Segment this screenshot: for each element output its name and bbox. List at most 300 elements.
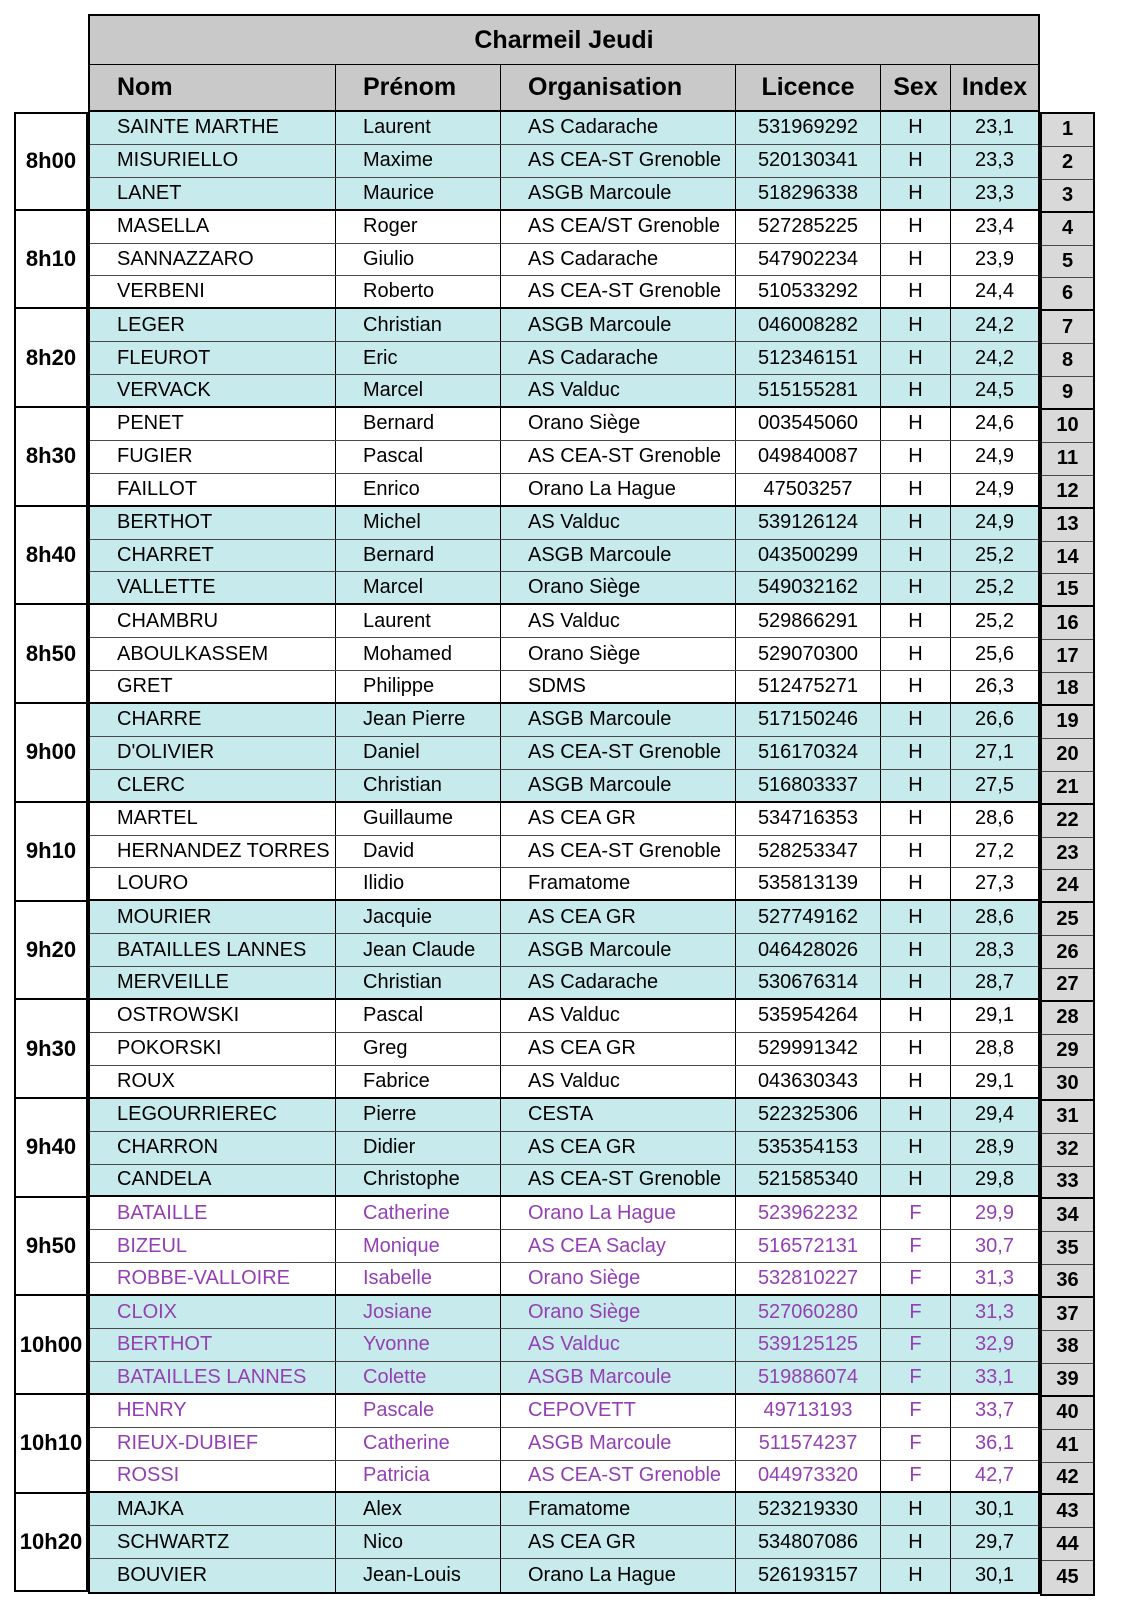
cell-prenom: Enrico: [335, 474, 500, 505]
cell-nom: FUGIER: [117, 445, 193, 468]
time-slot-cell: 8h20: [14, 309, 88, 408]
table-row: [90, 934, 1038, 967]
table-row: [90, 1197, 1038, 1230]
cell-prenom: Greg: [335, 1033, 500, 1065]
cell-index: 26,3: [950, 671, 1038, 702]
cell-prenom: Pascal: [335, 1000, 500, 1032]
cell-sex: H: [880, 507, 950, 539]
row-number-cell: 6: [1042, 278, 1093, 311]
cell-nom: CANDELA: [117, 1168, 212, 1191]
cell-nom: HERNANDEZ TORRES: [117, 840, 330, 863]
cell-sex: H: [880, 901, 950, 933]
cell-organisation: ASGB Marcoule: [500, 1428, 735, 1460]
cell-index: 29,4: [950, 1099, 1038, 1131]
cell-licence: 527285225: [735, 211, 880, 243]
cell-index: 28,9: [950, 1132, 1038, 1164]
cell-nom: HENRY: [117, 1399, 187, 1422]
table-row: [90, 375, 1038, 408]
row-number-cell: 19: [1042, 706, 1093, 739]
cell-nom: FAILLOT: [117, 477, 198, 500]
table-row: [90, 1461, 1038, 1494]
cell-organisation: AS Cadarache: [500, 244, 735, 276]
cell-sex: H: [880, 408, 950, 440]
cell-sex: H: [880, 244, 950, 276]
table-row: [90, 836, 1038, 869]
time-slot-cell: 9h20: [14, 902, 88, 1001]
cell-organisation: Orano La Hague: [500, 1559, 735, 1592]
cell-licence: 527060280: [735, 1296, 880, 1328]
cell-sex: H: [880, 1000, 950, 1032]
cell-index: 25,2: [950, 572, 1038, 603]
cell-index: 24,4: [950, 276, 1038, 307]
cell-prenom: Alex: [335, 1493, 500, 1525]
cell-licence: 532810227: [735, 1263, 880, 1294]
cell-licence: 511574237: [735, 1428, 880, 1460]
cell-sex: H: [880, 967, 950, 998]
cell-prenom: Eric: [335, 342, 500, 374]
table-row: [90, 803, 1038, 836]
table-row: [90, 211, 1038, 244]
row-number-column: [1040, 112, 1095, 1596]
cell-sex: H: [880, 375, 950, 406]
cell-index: 28,6: [950, 803, 1038, 835]
table-row: [90, 1263, 1038, 1296]
cell-nom: RIEUX-DUBIEF: [117, 1432, 259, 1455]
table-row: [90, 1559, 1038, 1592]
time-slot-cell: 8h00: [14, 112, 88, 211]
cell-prenom: Christian: [335, 967, 500, 998]
cell-nom: MOURIER: [117, 905, 212, 928]
cell-organisation: Orano Siège: [500, 638, 735, 670]
cell-organisation: AS CEA-ST Grenoble: [500, 276, 735, 307]
cell-index: 31,3: [950, 1263, 1038, 1294]
time-slot-cell: 10h00: [14, 1296, 88, 1395]
cell-organisation: AS Cadarache: [500, 342, 735, 374]
row-number-cell: 9: [1042, 377, 1093, 410]
row-number-cell: 38: [1042, 1331, 1093, 1364]
table-row: [90, 1428, 1038, 1461]
cell-sex: H: [880, 803, 950, 835]
row-number-cell: 24: [1042, 870, 1093, 903]
cell-prenom: Christian: [335, 770, 500, 801]
table-row: [90, 540, 1038, 573]
time-slot-cell: 10h10: [14, 1395, 88, 1494]
cell-index: 42,7: [950, 1461, 1038, 1492]
cell-organisation: CEPOVETT: [500, 1395, 735, 1427]
cell-sex: H: [880, 737, 950, 769]
time-slot-cell: 9h50: [14, 1198, 88, 1297]
cell-index: 24,9: [950, 474, 1038, 505]
cell-licence: 046428026: [735, 934, 880, 966]
cell-prenom: Isabelle: [335, 1263, 500, 1294]
cell-licence: 539126124: [735, 507, 880, 539]
cell-index: 29,1: [950, 1000, 1038, 1032]
row-number-cell: 39: [1042, 1364, 1093, 1397]
cell-licence: 044973320: [735, 1461, 880, 1492]
cell-prenom: Bernard: [335, 540, 500, 572]
cell-prenom: Ilidio: [335, 868, 500, 899]
cell-prenom: Guillaume: [335, 803, 500, 835]
row-number-cell: 3: [1042, 180, 1093, 213]
cell-organisation: AS CEA-ST Grenoble: [500, 145, 735, 177]
cell-licence: 534716353: [735, 803, 880, 835]
cell-sex: H: [880, 145, 950, 177]
time-slot-cell: 9h40: [14, 1099, 88, 1198]
cell-index: 27,2: [950, 836, 1038, 868]
cell-nom: BIZEUL: [117, 1234, 188, 1257]
cell-organisation: Orano Siège: [500, 408, 735, 440]
cell-nom: VALLETTE: [117, 576, 216, 599]
cell-nom: LOURO: [117, 872, 189, 895]
cell-licence: 520130341: [735, 145, 880, 177]
cell-licence: 519886074: [735, 1362, 880, 1393]
cell-nom: BATAILLES LANNES: [117, 938, 307, 961]
cell-prenom: Giulio: [335, 244, 500, 276]
table-row: [90, 474, 1038, 507]
cell-organisation: AS CEA-ST Grenoble: [500, 441, 735, 473]
cell-nom: MARTEL: [117, 807, 198, 830]
cell-nom: SAINTE MARTHE: [117, 116, 279, 139]
column-header-nom: Nom: [117, 73, 173, 101]
cell-index: 24,9: [950, 507, 1038, 539]
table-row: [90, 276, 1038, 309]
table-row: [90, 901, 1038, 934]
cell-licence: 531969292: [735, 112, 880, 144]
cell-nom: ABOULKASSEM: [117, 642, 269, 665]
cell-sex: H: [880, 1526, 950, 1558]
cell-nom: MERVEILLE: [117, 971, 229, 994]
cell-licence: 528253347: [735, 836, 880, 868]
cell-sex: H: [880, 638, 950, 670]
cell-licence: 539125125: [735, 1329, 880, 1361]
cell-nom: ROUX: [117, 1069, 175, 1092]
cell-licence: 526193157: [735, 1559, 880, 1592]
cell-nom: OSTROWSKI: [117, 1004, 240, 1027]
table-row: [90, 1033, 1038, 1066]
cell-organisation: ASGB Marcoule: [500, 1362, 735, 1393]
row-number-cell: 33: [1042, 1167, 1093, 1200]
cell-sex: F: [880, 1296, 950, 1328]
table-row: [90, 1395, 1038, 1428]
cell-nom: SCHWARTZ: [117, 1530, 230, 1553]
cell-nom: ROBBE-VALLOIRE: [117, 1267, 291, 1290]
cell-sex: H: [880, 342, 950, 374]
table-row: [90, 737, 1038, 770]
cell-organisation: AS CEA-ST Grenoble: [500, 1165, 735, 1196]
cell-prenom: Pascal: [335, 441, 500, 473]
time-slot-cell: 8h40: [14, 507, 88, 606]
cell-index: 23,3: [950, 178, 1038, 209]
cell-nom: BOUVIER: [117, 1564, 208, 1587]
cell-organisation: Orano La Hague: [500, 1197, 735, 1229]
time-slot-cell: 9h00: [14, 704, 88, 803]
row-number-cell: 28: [1042, 1002, 1093, 1035]
table-row: [90, 1329, 1038, 1362]
table-row: [90, 605, 1038, 638]
column-header-index: Index: [950, 65, 1038, 110]
cell-index: 29,8: [950, 1165, 1038, 1196]
table-row: [90, 112, 1038, 145]
cell-licence: 523219330: [735, 1493, 880, 1525]
table-row: [90, 572, 1038, 605]
cell-prenom: Michel: [335, 507, 500, 539]
cell-index: 29,7: [950, 1526, 1038, 1558]
table-row: [90, 671, 1038, 704]
time-slot-cell: 8h50: [14, 605, 88, 704]
cell-index: 26,6: [950, 704, 1038, 736]
row-number-cell: 22: [1042, 805, 1093, 838]
cell-nom: LANET: [117, 181, 182, 204]
cell-index: 27,5: [950, 770, 1038, 801]
table-row: [90, 244, 1038, 277]
column-header-licence: Licence: [735, 65, 880, 110]
cell-sex: H: [880, 1099, 950, 1131]
row-number-cell: 45: [1056, 1566, 1079, 1589]
cell-index: 23,9: [950, 244, 1038, 276]
cell-index: 27,1: [950, 737, 1038, 769]
cell-index: 28,7: [950, 967, 1038, 998]
cell-licence: 527749162: [735, 901, 880, 933]
cell-licence: 510533292: [735, 276, 880, 307]
cell-nom: VERBENI: [117, 280, 205, 303]
row-number-cell: 7: [1042, 311, 1093, 344]
row-number-cell: 32: [1042, 1134, 1093, 1167]
cell-prenom: Laurent: [335, 112, 500, 144]
cell-licence: 47503257: [735, 474, 880, 505]
row-number-cell: 14: [1042, 542, 1093, 575]
row-number-cell: 42: [1042, 1463, 1093, 1496]
cell-licence: 043630343: [735, 1066, 880, 1097]
cell-licence: 535954264: [735, 1000, 880, 1032]
cell-organisation: SDMS: [500, 671, 735, 702]
cell-sex: H: [880, 540, 950, 572]
row-number-cell: 34: [1042, 1199, 1093, 1232]
cell-index: 28,6: [950, 901, 1038, 933]
cell-sex: H: [880, 1066, 950, 1097]
cell-nom: MASELLA: [117, 215, 210, 238]
cell-index: 23,4: [950, 211, 1038, 243]
cell-index: 33,7: [950, 1395, 1038, 1427]
row-number-cell: 15: [1042, 574, 1093, 607]
cell-sex: H: [880, 572, 950, 603]
cell-sex: H: [880, 309, 950, 341]
cell-sex: H: [880, 1165, 950, 1196]
cell-index: 24,9: [950, 441, 1038, 473]
table-row: [90, 441, 1038, 474]
row-number-cell: 30: [1042, 1068, 1093, 1101]
table-row: [90, 145, 1038, 178]
cell-prenom: Roberto: [335, 276, 500, 307]
row-number-cell: 43: [1042, 1495, 1093, 1528]
table-row: [90, 1362, 1038, 1395]
cell-prenom: Christophe: [335, 1165, 500, 1196]
cell-index: 28,3: [950, 934, 1038, 966]
cell-nom: FLEUROT: [117, 346, 211, 369]
table-row: [90, 770, 1038, 803]
table-row: [90, 1099, 1038, 1132]
cell-licence: 512346151: [735, 342, 880, 374]
cell-sex: H: [880, 112, 950, 144]
cell-licence: 516803337: [735, 770, 880, 801]
cell-organisation: AS CEA/ST Grenoble: [500, 211, 735, 243]
cell-organisation: AS CEA-ST Grenoble: [500, 737, 735, 769]
cell-index: 25,2: [950, 540, 1038, 572]
cell-licence: 046008282: [735, 309, 880, 341]
cell-licence: 529070300: [735, 638, 880, 670]
cell-sex: F: [880, 1263, 950, 1294]
cell-nom: LEGER: [117, 313, 185, 336]
cell-sex: H: [880, 474, 950, 505]
cell-nom: MISURIELLO: [117, 149, 239, 172]
cell-prenom: Pascale: [335, 1395, 500, 1427]
cell-prenom: Christian: [335, 309, 500, 341]
table-row: [90, 408, 1038, 441]
cell-prenom: Josiane: [335, 1296, 500, 1328]
cell-nom: LEGOURRIEREC: [117, 1103, 278, 1126]
cell-sex: H: [880, 605, 950, 637]
row-number-cell: 31: [1042, 1101, 1093, 1134]
table-row: [90, 1296, 1038, 1329]
cell-organisation: AS CEA GR: [500, 1526, 735, 1558]
cell-organisation: ASGB Marcoule: [500, 704, 735, 736]
cell-index: 23,3: [950, 145, 1038, 177]
cell-licence: 516572131: [735, 1230, 880, 1262]
cell-index: 25,6: [950, 638, 1038, 670]
table-row: [90, 1165, 1038, 1198]
table-row: [90, 1526, 1038, 1559]
cell-organisation: AS CEA GR: [500, 803, 735, 835]
cell-index: 30,1: [950, 1559, 1038, 1592]
column-header-sex: Sex: [880, 65, 950, 110]
cell-licence: 512475271: [735, 671, 880, 702]
cell-nom: POKORSKI: [117, 1037, 222, 1060]
cell-prenom: Colette: [335, 1362, 500, 1393]
cell-organisation: Orano Siège: [500, 1263, 735, 1294]
cell-licence: 003545060: [735, 408, 880, 440]
row-number-cell: 1: [1042, 114, 1093, 147]
row-number-cell: 10: [1042, 410, 1093, 443]
cell-prenom: Maxime: [335, 145, 500, 177]
row-number-cell: 20: [1042, 739, 1093, 772]
cell-organisation: AS Valduc: [500, 1000, 735, 1032]
cell-organisation: Framatome: [500, 1493, 735, 1525]
cell-sex: H: [880, 934, 950, 966]
cell-prenom: Pierre: [335, 1099, 500, 1131]
table-row: [90, 342, 1038, 375]
table-row: [90, 1493, 1038, 1526]
cell-organisation: AS Cadarache: [500, 112, 735, 144]
cell-licence: 521585340: [735, 1165, 880, 1196]
cell-organisation: CESTA: [500, 1099, 735, 1131]
table-row: [90, 1066, 1038, 1099]
cell-nom: BATAILLE: [117, 1201, 208, 1224]
time-slot-cell: 9h10: [14, 803, 88, 902]
cell-sex: F: [880, 1197, 950, 1229]
cell-nom: CHARRON: [117, 1136, 219, 1159]
row-number-cell: 26: [1042, 936, 1093, 969]
cell-nom: VERVACK: [117, 379, 211, 402]
cell-prenom: Patricia: [335, 1461, 500, 1492]
cell-prenom: Mohamed: [335, 638, 500, 670]
cell-organisation: AS CEA-ST Grenoble: [500, 836, 735, 868]
cell-prenom: Jacquie: [335, 901, 500, 933]
cell-prenom: Yvonne: [335, 1329, 500, 1361]
cell-prenom: Catherine: [335, 1197, 500, 1229]
cell-nom: CHARRET: [117, 544, 214, 567]
cell-nom: CLOIX: [117, 1300, 178, 1323]
time-column: [14, 112, 88, 1592]
cell-organisation: AS Valduc: [500, 507, 735, 539]
cell-sex: H: [880, 211, 950, 243]
cell-index: 24,5: [950, 375, 1038, 406]
cell-sex: H: [880, 770, 950, 801]
cell-index: 23,1: [950, 112, 1038, 144]
table-row: [90, 178, 1038, 211]
row-number-cell: 5: [1042, 246, 1093, 279]
cell-licence: 049840087: [735, 441, 880, 473]
cell-sex: H: [880, 441, 950, 473]
table-header-row: [90, 65, 1038, 112]
cell-prenom: Maurice: [335, 178, 500, 209]
cell-licence: 523962232: [735, 1197, 880, 1229]
cell-index: 33,1: [950, 1362, 1038, 1393]
cell-nom: D'OLIVIER: [117, 741, 215, 764]
cell-sex: F: [880, 1395, 950, 1427]
cell-index: 25,2: [950, 605, 1038, 637]
cell-organisation: AS CEA GR: [500, 1033, 735, 1065]
cell-nom: CHARRE: [117, 708, 202, 731]
row-number-cell: 44: [1042, 1528, 1093, 1561]
cell-index: 24,2: [950, 309, 1038, 341]
cell-prenom: Jean Pierre: [335, 704, 500, 736]
cell-organisation: AS CEA GR: [500, 1132, 735, 1164]
cell-prenom: Jean-Louis: [335, 1559, 500, 1592]
cell-licence: 529991342: [735, 1033, 880, 1065]
cell-prenom: Roger: [335, 211, 500, 243]
row-number-cell: 37: [1042, 1298, 1093, 1331]
sheet-title: Charmeil Jeudi: [90, 16, 1038, 65]
row-number-cell: 35: [1042, 1232, 1093, 1265]
cell-index: 28,8: [950, 1033, 1038, 1065]
cell-organisation: AS Valduc: [500, 1066, 735, 1097]
cell-organisation: AS Valduc: [500, 375, 735, 406]
column-header-organisation: Organisation: [500, 65, 735, 110]
cell-licence: 549032162: [735, 572, 880, 603]
table-row: [90, 967, 1038, 1000]
row-number-cell: 8: [1042, 344, 1093, 377]
cell-sex: F: [880, 1461, 950, 1492]
column-header-prenom: Prénom: [335, 65, 500, 110]
cell-sex: F: [880, 1230, 950, 1262]
cell-index: 24,2: [950, 342, 1038, 374]
table-row: [90, 1230, 1038, 1263]
cell-nom: GRET: [117, 675, 173, 698]
cell-nom: PENET: [117, 412, 184, 435]
cell-index: 32,9: [950, 1329, 1038, 1361]
tee-time-sheet: [14, 14, 1095, 1596]
table-row: [90, 1000, 1038, 1033]
row-number-cell: 18: [1042, 673, 1093, 706]
cell-index: 27,3: [950, 868, 1038, 899]
cell-licence: 535354153: [735, 1132, 880, 1164]
cell-nom: BATAILLES LANNES: [117, 1365, 307, 1388]
cell-index: 29,1: [950, 1066, 1038, 1097]
cell-nom: BERTHOT: [117, 511, 213, 534]
cell-organisation: Framatome: [500, 868, 735, 899]
cell-prenom: David: [335, 836, 500, 868]
cell-nom: CHAMBRU: [117, 609, 219, 632]
time-slot-cell: 9h30: [14, 1000, 88, 1099]
